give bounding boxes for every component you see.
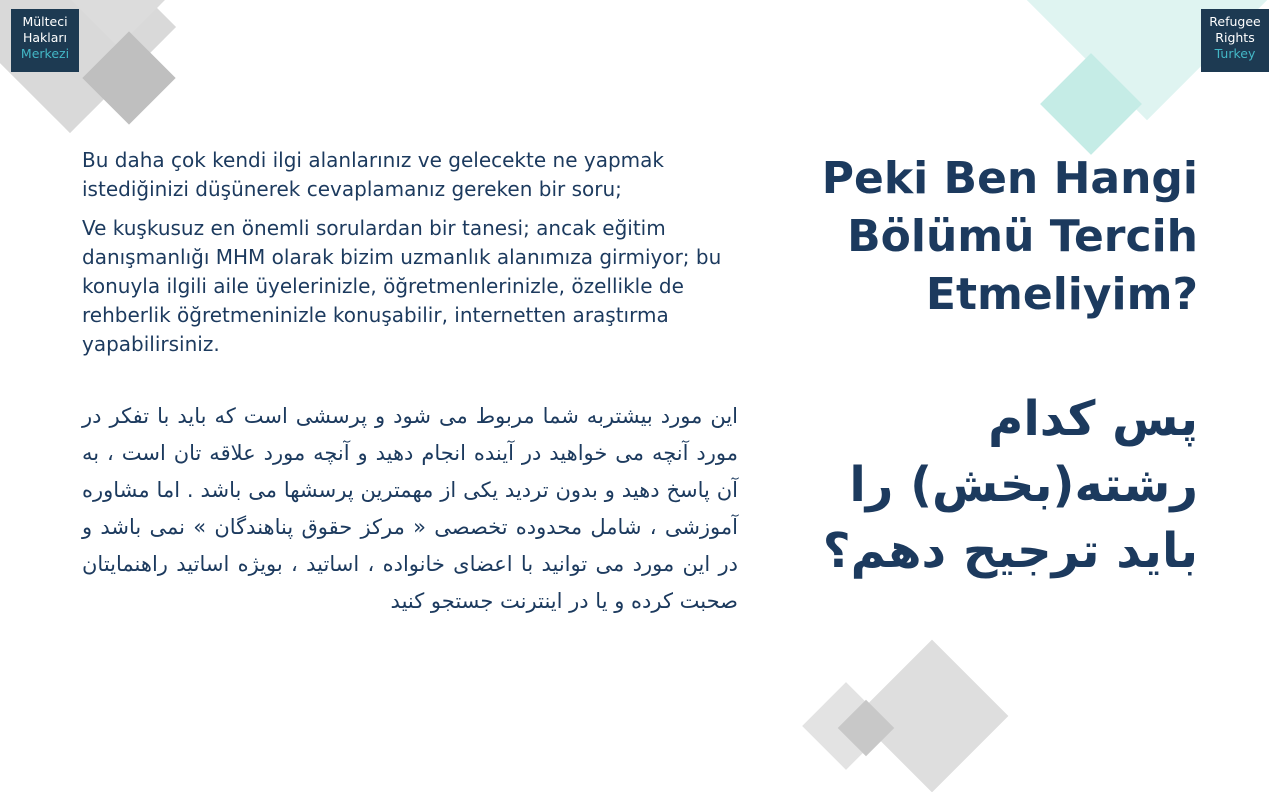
page-title-turkish: Peki Ben Hangi Bölümü Tercih Etmeliyim? [821,153,1198,320]
body-text-turkish [82,146,742,369]
body-text-persian: این مورد بیشتربه شما مربوط می شود و پرسشی است که باید با تفکر در مورد آنچه می خواهید در آینده انجام دهید و آنچه مورد علاقه تان است ، به آن پاسخ دهید و بدون تردید یکی از مهمترین پرسشها می باشد . اما مشاوره آموزشی ، شامل محدوده تخصصی « مرکز حقوق پناهندگان » نمی باشد و در این مورد می توانید با اعضای خانواده ، اساتید ، بویژه اساتید راهنمایتان صحبت کرده و یا در اینترنت جستجو کنید [82,404,738,613]
logo-refugee-rights-turkey [1201,9,1269,72]
paragraph: Bu daha çok kendi ilgi alanlarınız ve gelecekte ne yapmak istediğinizi düşünerek cevaplamanız gereken bir soru; [82,148,664,201]
logo-multeci-haklari-merkezi [11,9,79,72]
logo-line: Merkezi [20,46,70,61]
page-title-persian: پس کدام رشته(بخش) را باید ترجیح دهم؟ [822,391,1198,579]
logo-line: Rights [1215,30,1255,45]
logo-line: Hakları [22,30,68,45]
logo-line: Mülteci [22,14,68,29]
paragraph: Ve kuşkusuz en önemli sorulardan bir tanesi; ancak eğitim danışmanlığı MHM olarak bizim uzmanlık alanımıza girmiyor; bu konuyla ilgili aile üyelerinizle, öğretmenlerinizle, özellikle de rehberlik öğretmeninizle konuşabilir, internetten araştırma yapabilirsiniz. [82,216,722,356]
logo-line: Turkey [1214,46,1256,61]
logo-line: Refugee [1209,14,1261,29]
